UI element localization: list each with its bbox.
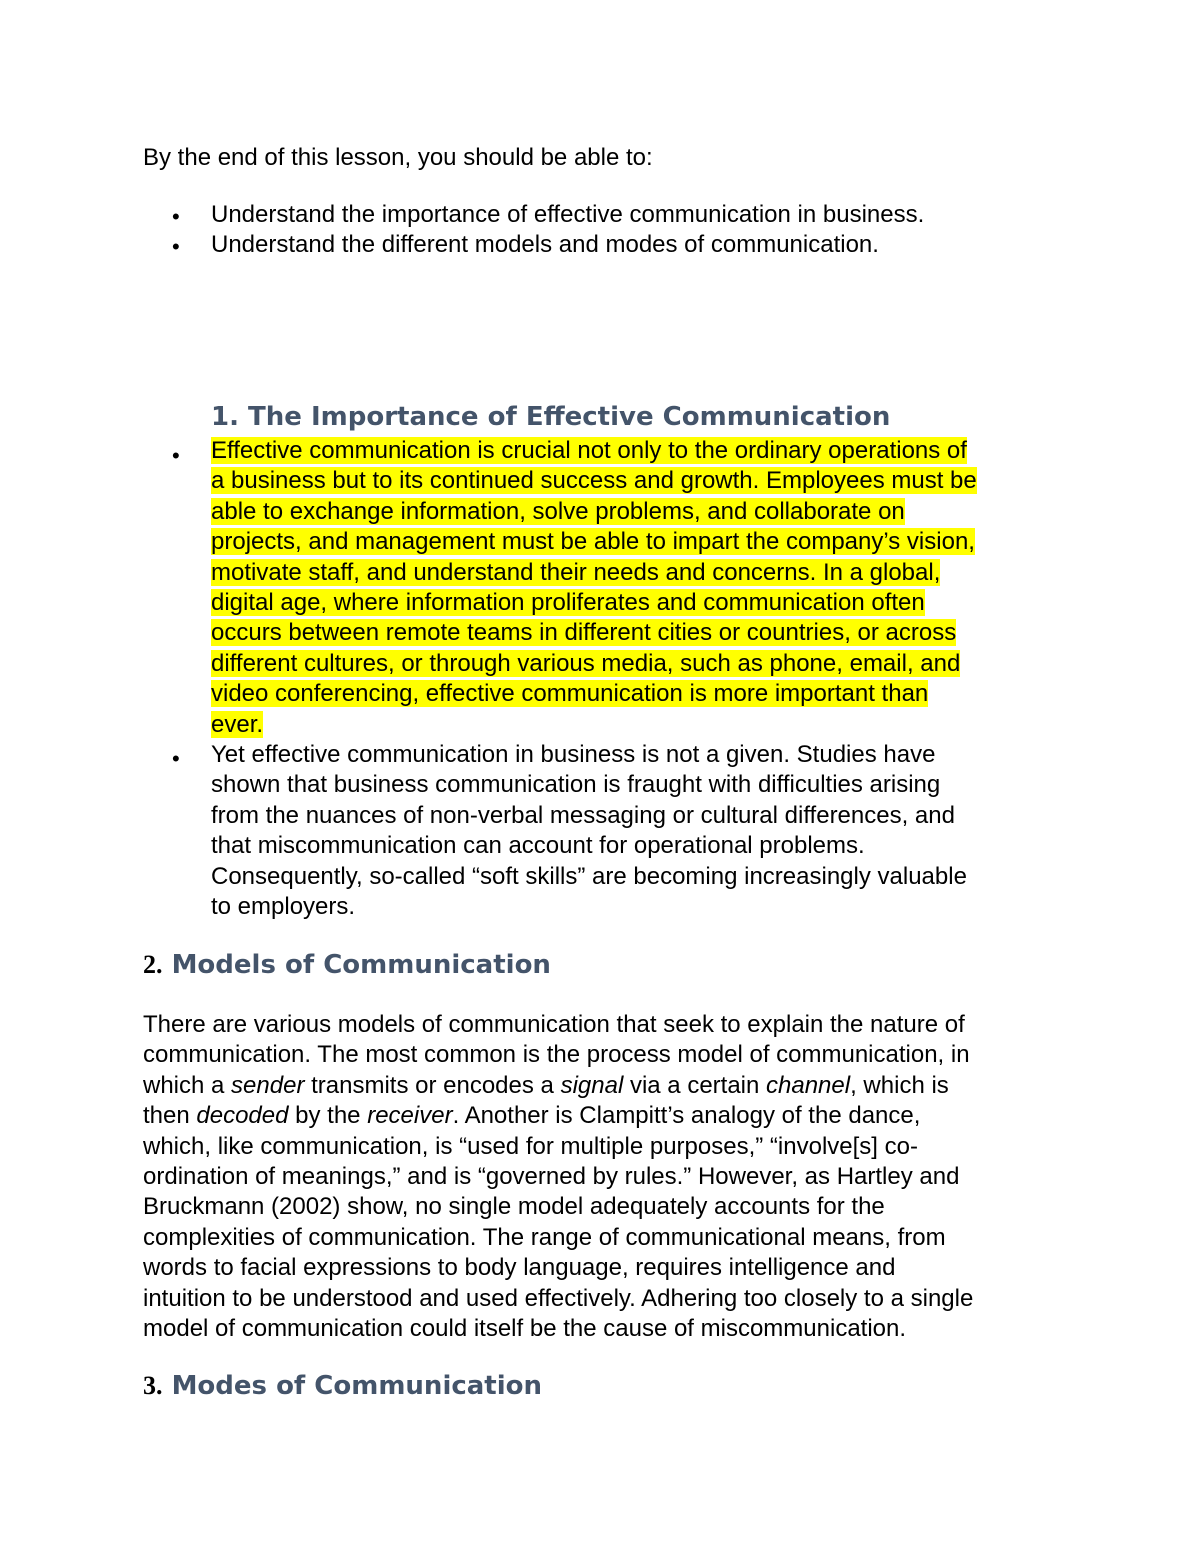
- italic-term: decoded: [196, 1102, 289, 1130]
- text-span: which a: [143, 1071, 232, 1099]
- text-line: Bruckmann (2002) show, no single model adequately accounts for the: [143, 1193, 885, 1221]
- italic-term: sender: [231, 1071, 305, 1099]
- text-line: that miscommunication can account for operational problems.: [211, 832, 865, 860]
- section-heading: [143, 950, 551, 980]
- text-line: Consequently, so-called “soft skills” are becoming increasingly valuable: [211, 862, 967, 890]
- text-line: [143, 1071, 973, 1101]
- objective-item: Understand the importance of effective communication in business.: [211, 201, 925, 228]
- highlighted-text: ever.: [211, 710, 264, 738]
- text-span: , which is: [850, 1071, 949, 1099]
- text-line: communication. The most common is the process model of communication, in: [143, 1041, 970, 1069]
- text-line: ordination of meanings,” and is “governed by rules.” However, as Hartley and: [143, 1163, 960, 1191]
- text-span: transmits or encodes a: [304, 1071, 561, 1099]
- text-line: [143, 1101, 973, 1131]
- highlighted-text: motivate staff, and understand their needs and concerns. In a global,: [211, 558, 941, 586]
- section-title: Models of Communication: [171, 950, 551, 980]
- bullet-icon: •: [172, 204, 180, 229]
- section-title: Modes of Communication: [171, 1371, 543, 1401]
- text-line: complexities of communication. The range of communicational means, from: [143, 1223, 946, 1251]
- bullet-icon: •: [172, 443, 180, 468]
- text-line: shown that business communication is fraught with difficulties arising: [211, 771, 941, 799]
- section-heading: 1. The Importance of Effective Communication: [211, 402, 891, 432]
- section-number: 2.: [143, 950, 163, 979]
- highlighted-text: video conferencing, effective communication is more important than: [211, 680, 929, 708]
- bullet-icon: •: [172, 234, 180, 259]
- text-line: There are various models of communication that seek to explain the nature of: [143, 1011, 965, 1038]
- text-span: by the: [288, 1102, 368, 1130]
- text-line: intuition to be understood and used effectively. Adhering too closely to a single: [143, 1284, 974, 1312]
- italic-term: receiver: [367, 1102, 453, 1130]
- highlighted-text: occurs between remote teams in different cities or countries, or across: [211, 619, 957, 647]
- text-line: which, like communication, is “used for multiple purposes,” “involve[s] co-: [143, 1132, 918, 1160]
- highlighted-text: projects, and management must be able to impart the company’s vision,: [211, 528, 975, 556]
- text-line: to employers.: [211, 893, 356, 921]
- list-item-highlighted: [211, 436, 977, 740]
- text-line: words to facial expressions to body language, requires intelligence and: [143, 1254, 896, 1282]
- list-item: [211, 740, 967, 922]
- body-paragraph: [143, 1010, 973, 1344]
- highlighted-text: Effective communication is crucial not only to the ordinary operations of: [211, 437, 967, 464]
- objective-item: Understand the different models and modes of communication.: [211, 231, 879, 258]
- intro-text: By the end of this lesson, you should be able to:: [143, 144, 653, 171]
- highlighted-text: able to exchange information, solve problems, and collaborate on: [211, 497, 905, 525]
- text-line: model of communication could itself be the cause of miscommunication.: [143, 1315, 907, 1343]
- text-span: then: [143, 1102, 197, 1130]
- highlighted-text: a business but to its continued success and growth. Employees must be: [211, 467, 977, 495]
- section-heading: [143, 1371, 542, 1401]
- highlighted-text: different cultures, or through various media, such as phone, email, and: [211, 649, 961, 677]
- text-span: . Another is Clampitt’s analogy of the dance,: [452, 1102, 921, 1130]
- highlighted-text: digital age, where information proliferates and communication often: [211, 589, 925, 617]
- bullet-icon: •: [172, 746, 180, 771]
- text-line: from the nuances of non-verbal messaging or cultural differences, and: [211, 801, 955, 829]
- italic-term: signal: [560, 1071, 624, 1099]
- text-span: via a certain: [623, 1071, 767, 1099]
- italic-term: channel: [766, 1071, 851, 1099]
- text-line: Yet effective communication in business is not a given. Studies have: [211, 741, 936, 768]
- section-number: 3.: [143, 1371, 163, 1400]
